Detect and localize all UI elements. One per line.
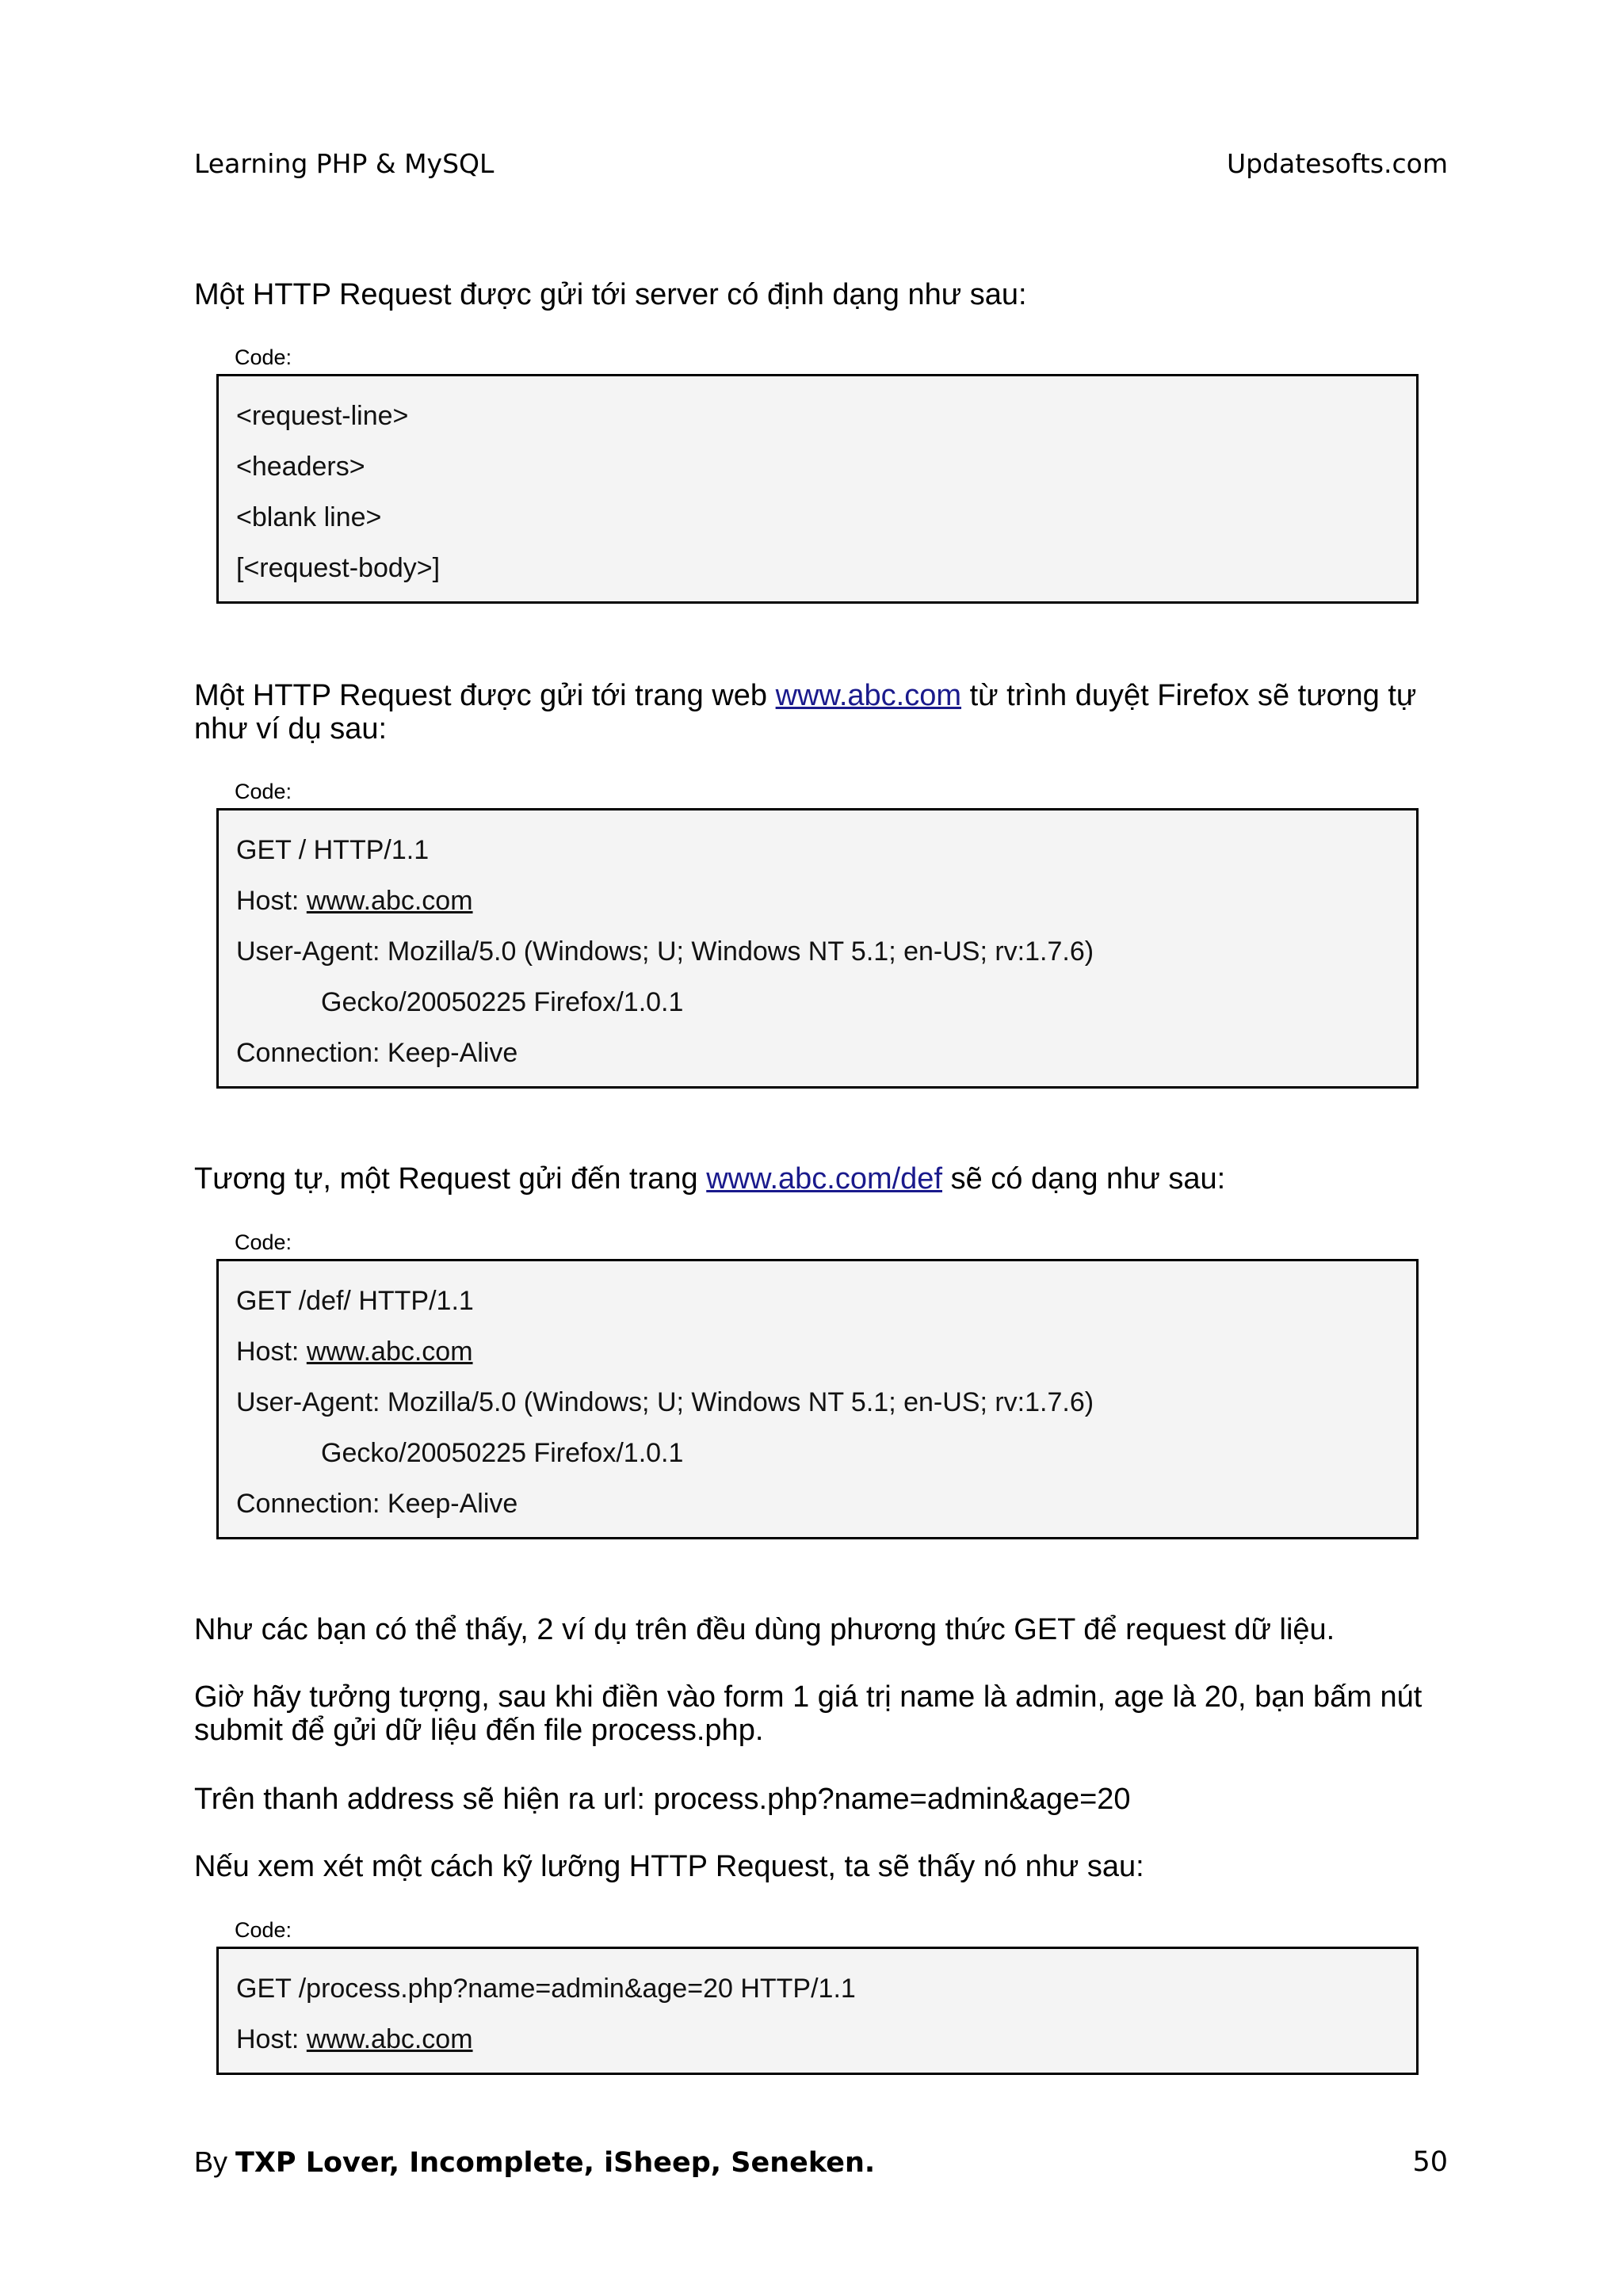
code-line-host [236,875,1399,926]
code-line: User-Agent: Mozilla/5.0 (Windows; U; Windows NT 5.1; en-US; rv:1.7.6) [236,936,1094,967]
link-abc-def[interactable]: www.abc.com/def [706,1162,943,1196]
host-value: www.abc.com [306,886,473,916]
paragraph-request-format: Một HTTP Request được gửi tới server có định dạng như sau: [194,278,1027,311]
code-block-get-root [216,808,1419,1089]
code-line: GET /def/ HTTP/1.1 [236,1286,474,1316]
code-line: Gecko/20050225 Firefox/1.0.1 [321,1438,684,1468]
code-line: Gecko/20050225 Firefox/1.0.1 [321,987,684,1017]
code-line: Connection: Keep-Alive [236,1038,518,1068]
code-line: <blank line> [236,502,382,532]
code-block-get-process [216,1947,1419,2075]
page-footer [194,2143,1448,2182]
host-value: www.abc.com [306,2024,473,2054]
code-line: User-Agent: Mozilla/5.0 (Windows; U; Windows NT 5.1; en-US; rv:1.7.6) [236,1387,1094,1417]
code-label: Code: [235,345,292,369]
paragraph-text: Một HTTP Request được gửi tới trang web [194,679,776,712]
paragraph-text: từ trình duyệt Firefox sẽ tương tự như ví dụ sau: [194,679,1417,746]
host-label: Host: [236,886,307,916]
footer-authors: TXP Lover, Incomplete, iSheep, Seneken. [235,2147,876,2179]
code-line: [<request-body>] [236,553,441,583]
code-line: <request-line> [236,401,409,431]
paragraph-firefox-example [194,679,1454,746]
code-label: Code: [235,1918,292,1942]
paragraph-text: sẽ có dạng như sau: [942,1162,1226,1196]
code-line-host [236,1326,1399,1377]
paragraph-def-example [194,1162,1454,1196]
paragraph-form-example: Giờ hãy tưởng tượng, sau khi điền vào form 1 giá trị name là admin, age là 20, bạn bấm nút submit để gửi dữ liệu đến file process.php. [194,1680,1423,1747]
paragraph-text: Tương tự, một Request gửi đến trang [194,1162,707,1196]
link-abc[interactable]: www.abc.com [775,679,962,712]
code-line: GET / HTTP/1.1 [236,835,430,865]
footer-by: By [194,2145,236,2178]
code-line-host [236,2014,1399,2065]
paragraph-address-url: Trên thanh address sẽ hiện ra url: process.php?name=admin&age=20 [194,1783,1131,1816]
code-line: <headers> [236,452,365,482]
code-block-get-def [216,1259,1419,1539]
page-number: 50 [1412,2146,1448,2178]
host-value: www.abc.com [306,1337,473,1367]
code-line: GET /process.php?name=admin&age=20 HTTP/1.1 [236,1974,856,2004]
host-label: Host: [236,1337,307,1367]
code-label: Code: [235,780,292,803]
header-title: Learning PHP & MySQL [194,148,495,179]
header-site: Updatesofts.com [1226,148,1448,179]
code-line: Connection: Keep-Alive [236,1489,518,1519]
paragraph-request-detail: Nếu xem xét một cách kỹ lưỡng HTTP Request, ta sẽ thấy nó như sau: [194,1850,1144,1883]
host-label: Host: [236,2024,307,2054]
paragraph-get-note: Như các bạn có thể thấy, 2 ví dụ trên đều dùng phương thức GET để request dữ liệu. [194,1613,1335,1646]
code-block-request-format [216,374,1419,604]
code-label: Code: [235,1230,292,1254]
